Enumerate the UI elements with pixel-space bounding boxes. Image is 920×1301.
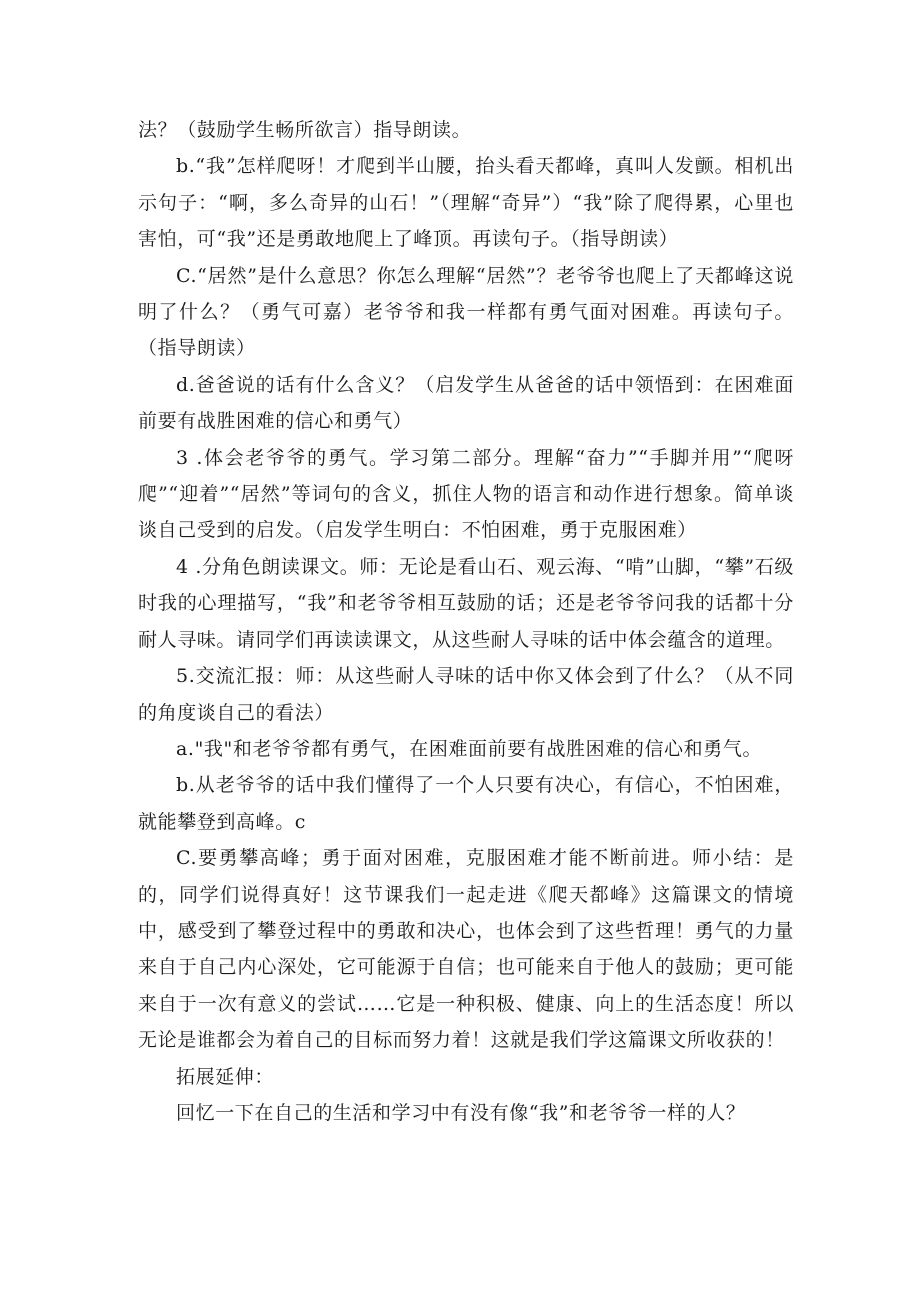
paragraph: 法？（鼓励学生畅所欲言）指导朗读。 — [138, 119, 472, 141]
paragraph: b.“我”怎样爬呀！才爬到半山腰，抬头看天都峰，真叫人发颤。相机出示句子：“啊，多么奇异的山石！”（理解“奇异”）“我”除了爬得累，心里也害怕，可“我”还是勇敢地爬上了峰顶。再读句子。（指导朗读） — [138, 155, 794, 251]
paragraph: 5.交流汇报：师：从这些耐人寻味的话中你又体会到了什么？（从不同的角度谈自己的看法） — [138, 665, 794, 724]
paragraph: a."我"和老爷爷都有勇气，在困难面前要有战胜困难的信心和勇气。 — [176, 737, 763, 760]
paragraph: 3 .体会老爷爷的勇气。学习第二部分。理解“奋力”“手脚并用”“爬呀爬”“迎着”“居然”等词句的含义，抓住人物的语言和动作进行想象。简单谈谈自己受到的启发。（启发学生明白：不怕困难，勇于克服困难） — [138, 446, 794, 542]
paragraph: C.“居然”是什么意思？你怎么理解“居然”？老爷爷也爬上了天都峰这说明了什么？（勇气可嘉）老爷爷和我一样都有勇气面对困难。再读句子。（指导朗读） — [138, 264, 794, 360]
document-body — [138, 112, 794, 1131]
paragraph: C.要勇攀高峰；勇于面对困难，克服困难才能不断前进。师小结：是的，同学们说得真好！这节课我们一起走进《爬天都峰》这篇课文的情境中，感受到了攀登过程中的勇敢和决心，也体会到了这些哲理！勇气的力量来自于自己内心深处，它可能源于自信；也可能来自于他人的鼓励；更可能来自于一次有意义的尝试……它是一种积极、健康、向上的生活态度！所以无论是谁都会为着自己的目标而努力着！这就是我们学这篇课文所收获的！ — [138, 847, 794, 1052]
section-heading: 拓展延伸： — [176, 1065, 275, 1088]
paragraph: b.从老爷爷的话中我们懂得了一个人只要有决心，有信心，不怕困难，就能攀登到高峰。c — [138, 774, 794, 833]
paragraph: 回忆一下在自己的生活和学习中有没有像“我”和老爷爷一样的人？ — [176, 1101, 746, 1124]
paragraph: d.爸爸说的话有什么含义？（启发学生从爸爸的话中领悟到：在困难面前要有战胜困难的信心和勇气） — [138, 373, 794, 433]
paragraph: 4 .分角色朗读课文。师：无论是看山石、观云海、“啃”山脚，“攀”石级时我的心理描写，“我”和老爷爷相互鼓励的话；还是老爷爷问我的话都十分耐人寻味。请同学们再读读课文，从这些耐人寻味的话中体会蕴含的道理。 — [138, 555, 794, 651]
